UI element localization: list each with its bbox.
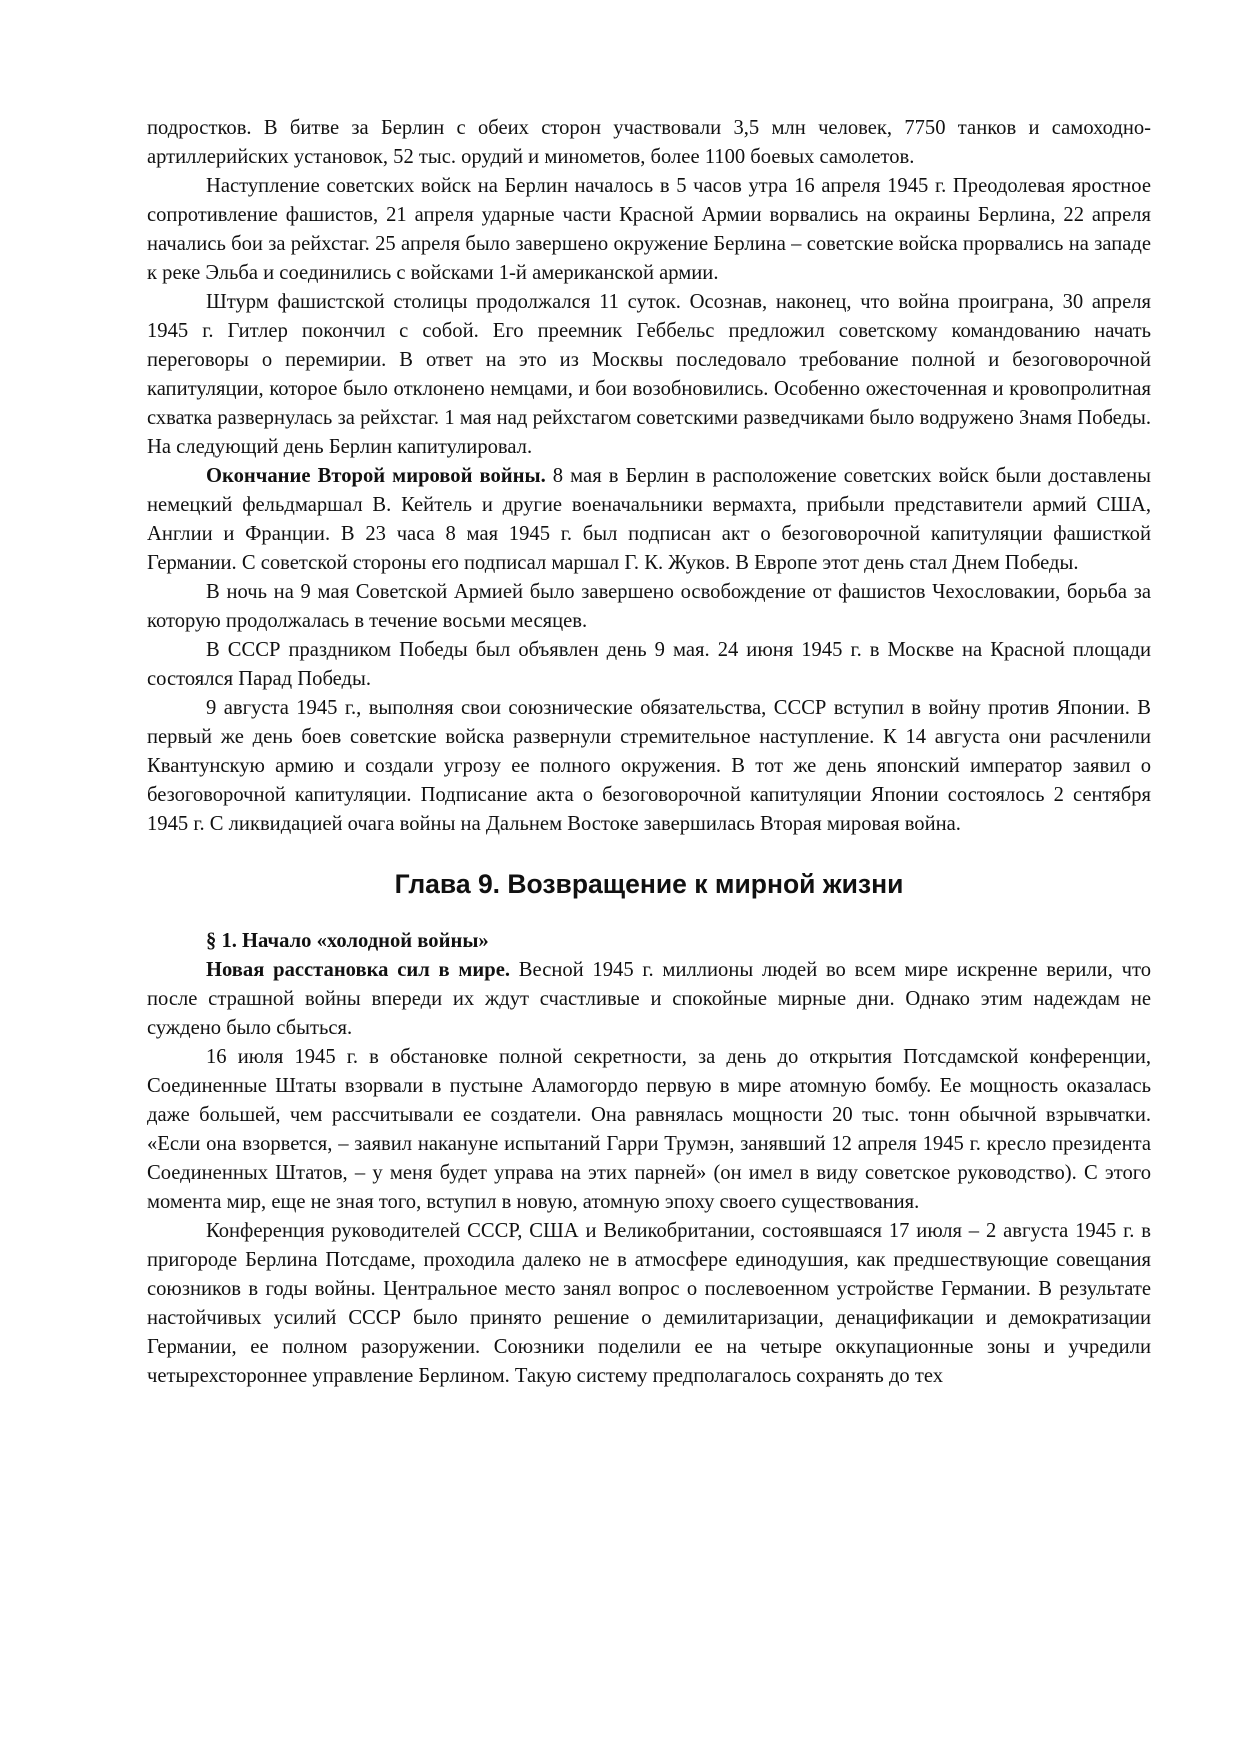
paragraph-lead: Новая расстановка сил в мире. [206, 959, 511, 981]
paragraph-with-lead [147, 956, 1151, 1043]
document-page [147, 114, 1151, 1391]
paragraph: Штурм фашистской столицы продолжался 11 суток. Осознав, наконец, что война проиграна, 30 апреля 1945 г. Гитлер покончил с собой. Его преемник Геббельс предложил советскому командованию начать переговоры о перемирии. В ответ на это из Москвы последовало требование полной и безоговорочной капитуляции, которое было отклонено немцами, и бои возобновились. Особенно ожесточенная и кровопролитная схватка развернулась за рейхстаг. 1 мая над рейхстагом советскими разведчиками было водружено Знамя Победы. На следующий день Берлин капитулировал. [147, 291, 1151, 458]
paragraph-lead: Окончание Второй мировой войны. [206, 465, 546, 487]
paragraph-with-lead [147, 462, 1151, 578]
paragraph: 9 августа 1945 г., выполняя свои союзнические обязательства, СССР вступил в войну против Японии. В первый же день боев советские войска развернули стремительное наступление. К 14 августа они расчленили Квантунскую армию и создали угрозу ее полного окружения. В тот же день японский император заявил о безоговорочной капитуляции. Подписание акта о безоговорочной капитуляции Японии состоялось 2 сентября 1945 г. С ликвидацией очага войны на Дальнем Востоке завершилась Вторая мировая война. [147, 697, 1151, 835]
paragraph: 16 июля 1945 г. в обстановке полной секретности, за день до открытия Потсдамской конференции, Соединенные Штаты взорвали в пустыне Аламогордо первую в мире атомную бомбу. Ее мощность оказалась даже большей, чем рассчитывали ее создатели. Она равнялась мощности 20 тыс. тонн обычной взрывчатки. «Если она взорвется, – заявил накануне испытаний Гарри Трумэн, занявший 12 апреля 1945 г. кресло президента Соединенных Штатов, – у меня будет управа на этих парней» (он имел в виду советское руководство). С этого момента мир, еще не зная того, вступил в новую, атомную эпоху своего существования. [147, 1046, 1151, 1213]
paragraph-body: Весной 1945 г. миллионы людей во всем мире искренне верили, что после страшной войны впереди их ждут счастливые и спокойные мирные дни. Однако этим надеждам не суждено было сбыться. [147, 959, 1151, 1039]
paragraph: Конференция руководителей СССР, США и Великобритании, состоявшаяся 17 июля – 2 августа 1945 г. в пригороде Берлина Потсдаме, проходила далеко не в атмосфере единодушия, как предшествующие совещания союзников в годы войны. Центральное место занял вопрос о послевоенном устройстве Германии. В результате настойчивых усилий СССР было принято решение о демилитаризации, денацификации и демократизации Германии, ее полном разоружении. Союзники поделили ее на четыре оккупационные зоны и учредили четырехстороннее управление Берлином. Такую систему предполагалось сохранять до тех [147, 1220, 1151, 1387]
paragraph: Наступление советских войск на Берлин началось в 5 часов утра 16 апреля 1945 г. Преодолевая яростное сопротивление фашистов, 21 апреля ударные части Красной Армии ворвались на окраины Берлина, 22 апреля начались бои за рейхстаг. 25 апреля было завершено окружение Берлина – советские войска прорвались на западе к реке Эльба и соединились с войсками 1-й американской армии. [147, 175, 1151, 284]
chapter-title: Глава 9. Возвращение к мирной жизни [394, 869, 904, 899]
paragraph: подростков. В битве за Берлин с обеих сторон участвовали 3,5 млн человек, 7750 танков и самоходно-артиллерийских установок, 52 тыс. орудий и минометов, более 1100 боевых самолетов. [147, 117, 1151, 168]
paragraph-body: 8 мая в Берлин в расположение советских войск были доставлены немецкий фельдмаршал В. Кейтель и другие военачальники вермахта, прибыли представители армий США, Англии и Франции. В 23 часа 8 мая 1945 г. был подписан акт о безоговорочной капитуляции фашисткой Германии. С советской стороны его подписал маршал Г. К. Жуков. В Европе этот день стал Днем Победы. [147, 465, 1151, 574]
section-title: § 1. Начало «холодной войны» [206, 930, 489, 952]
paragraph: В СССР праздником Победы был объявлен день 9 мая. 24 июня 1945 г. в Москве на Красной площади состоялся Парад Победы. [147, 639, 1151, 690]
paragraph: В ночь на 9 мая Советской Армией было завершено освобождение от фашистов Чехословакии, борьба за которую продолжалась в течение восьми месяцев. [147, 581, 1151, 632]
